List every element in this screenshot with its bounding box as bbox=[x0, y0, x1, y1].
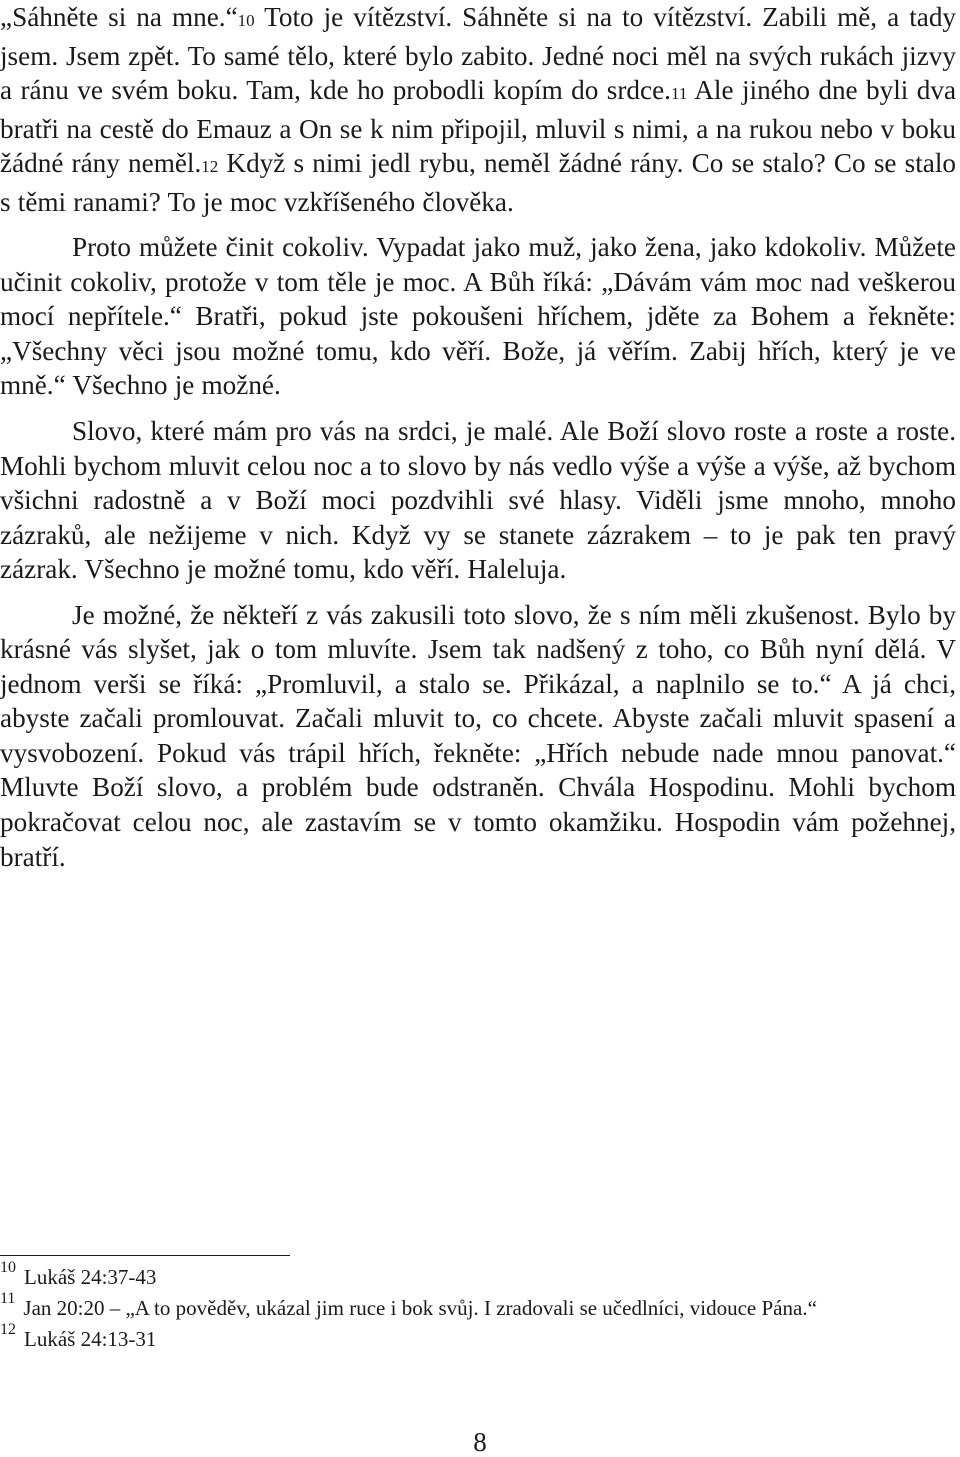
paragraph-1-part-a: „Sáhněte si na mne.“ bbox=[0, 2, 238, 32]
footnote-text: Lukáš 24:13-31 bbox=[24, 1327, 157, 1351]
paragraph-1-part-d: Když s nimi jedl rybu, neměl žádné rány. Co se stalo? Co se stalo s těmi ranami? To je moc vzkříšeného člověka. bbox=[0, 148, 956, 217]
page-number: 8 bbox=[473, 1427, 487, 1457]
footnote-11 bbox=[0, 1290, 956, 1324]
footnote-10 bbox=[0, 1259, 956, 1293]
paragraph-4: Je možné, že někteří z vás zakusili toto slovo, že s ním měli zkušenost. Bylo by krásné vás slyšet, jak o tom mluvíte. Jsem tak nadšený z toho, co Bůh nyní dělá. V jednom verši se říká: „Promluvil, a stalo se. Přikázal, a naplnilo se to.“ A já chci, abyste začali promlouvat. Začali mluvit to, co chcete. Abyste začali mluvit spasení a vysvobození. Pokud vás trápil hřích, řekněte: „Hřích nebude nade mnou panovat.“ Mluvte Boží slovo, a problém bude odstraněn. Chvála Hospodinu. Mohli bychom pokračovat celou noc, ale zastavím se v tomto okamžiku. Hospodin vám požehnej, bratří. bbox=[0, 599, 956, 872]
footnote-separator bbox=[0, 1255, 290, 1256]
footnote-number: 12 bbox=[0, 1321, 16, 1338]
paragraph-3: Slovo, které mám pro vás na srdci, je malé. Ale Boží slovo roste a roste a roste. Mohli bychom mluvit celou noc a to slovo by nás vedlo výše a výše a výše, až bychom všichni radostně a v Boží moci pozdvihli své hlasy. Viděli jsme mnoho, mnoho zázraků, ale nežijeme v nich. Když vy se stanete zázrakem – to je pak ten pravý zázrak. Všechno je možné tomu, kdo věří. Haleluja. bbox=[0, 416, 956, 585]
paragraph-2: Proto můžete činit cokoliv. Vypadat jako muž, jako žena, jako kdokoliv. Můžete učinit cokoliv, protože v tom těle je moc. A Bůh říká: „Dávám vám moc nad veškerou mocí nepřítele.“ Bratři, pokud jste pokoušeni hříchem, jděte za Bohem a řekněte: „Všechny věci jsou možné tomu, kdo věří. Bože, já věřím. Zabij hřích, který je ve mně.“ Všechno je možné. bbox=[0, 232, 956, 401]
footnote-ref-11[interactable]: 11 bbox=[670, 84, 688, 104]
footnotes bbox=[0, 1259, 956, 1355]
paragraph-1 bbox=[0, 0, 956, 219]
footnote-text: Jan 20:20 – „A to pověděv, ukázal jim ruce i bok svůj. I zradovali se učedlníci, vidouce Pána.“ bbox=[23, 1296, 817, 1320]
footnote-number: 10 bbox=[0, 1259, 16, 1276]
footnote-ref-10[interactable]: 10 bbox=[237, 11, 255, 30]
footnote-12 bbox=[0, 1321, 956, 1355]
paragraph-1-part-c: Ale jiného dne byli dva bratři na cestě do Emauz a On se k nim připojil, mluvil s nimi, a na rukou nebo v boku žádné rány neměl. bbox=[0, 75, 957, 179]
footnote-text: Lukáš 24:37-43 bbox=[24, 1265, 157, 1289]
footnote-ref-12[interactable]: 12 bbox=[201, 157, 219, 177]
footnote-number: 11 bbox=[0, 1290, 16, 1307]
paragraph-1-part-b: Toto je vítězství. Sáhněte si na to vítězství. Zabili mě, a tady jsem. Jsem zpět. To samé tělo, které bylo zabito. Jedné noci měl na svých rukách jizvy a ránu ve svém boku. Tam, kde ho probodli kopím do srdce. bbox=[0, 2, 957, 106]
